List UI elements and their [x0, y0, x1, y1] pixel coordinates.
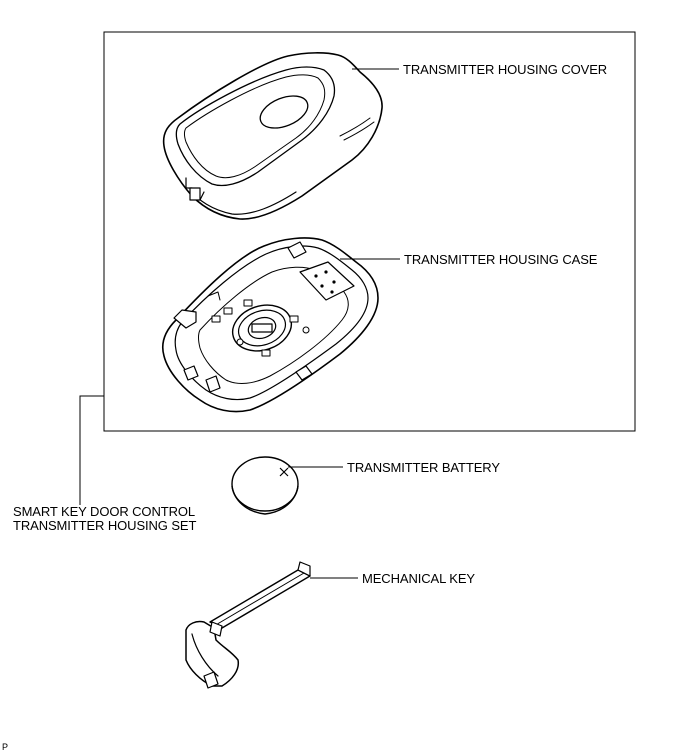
label-housing-set — [13, 505, 196, 533]
figure-code: P — [2, 742, 9, 752]
mechanical-key — [186, 562, 310, 688]
transmitter-battery — [232, 457, 298, 514]
label-mechanical-key: MECHANICAL KEY — [362, 571, 475, 586]
label-transmitter-housing-case: TRANSMITTER HOUSING CASE — [404, 252, 598, 267]
label-transmitter-housing-cover: TRANSMITTER HOUSING COVER — [403, 62, 608, 77]
transmitter-housing-cover — [164, 53, 382, 219]
label-housing-set-line2: TRANSMITTER HOUSING SET — [13, 518, 197, 533]
housing-set-bracket — [80, 396, 104, 505]
transmitter-housing-case — [163, 238, 378, 412]
label-transmitter-battery: TRANSMITTER BATTERY — [347, 460, 500, 475]
label-housing-set-line1: SMART KEY DOOR CONTROL — [13, 504, 196, 519]
